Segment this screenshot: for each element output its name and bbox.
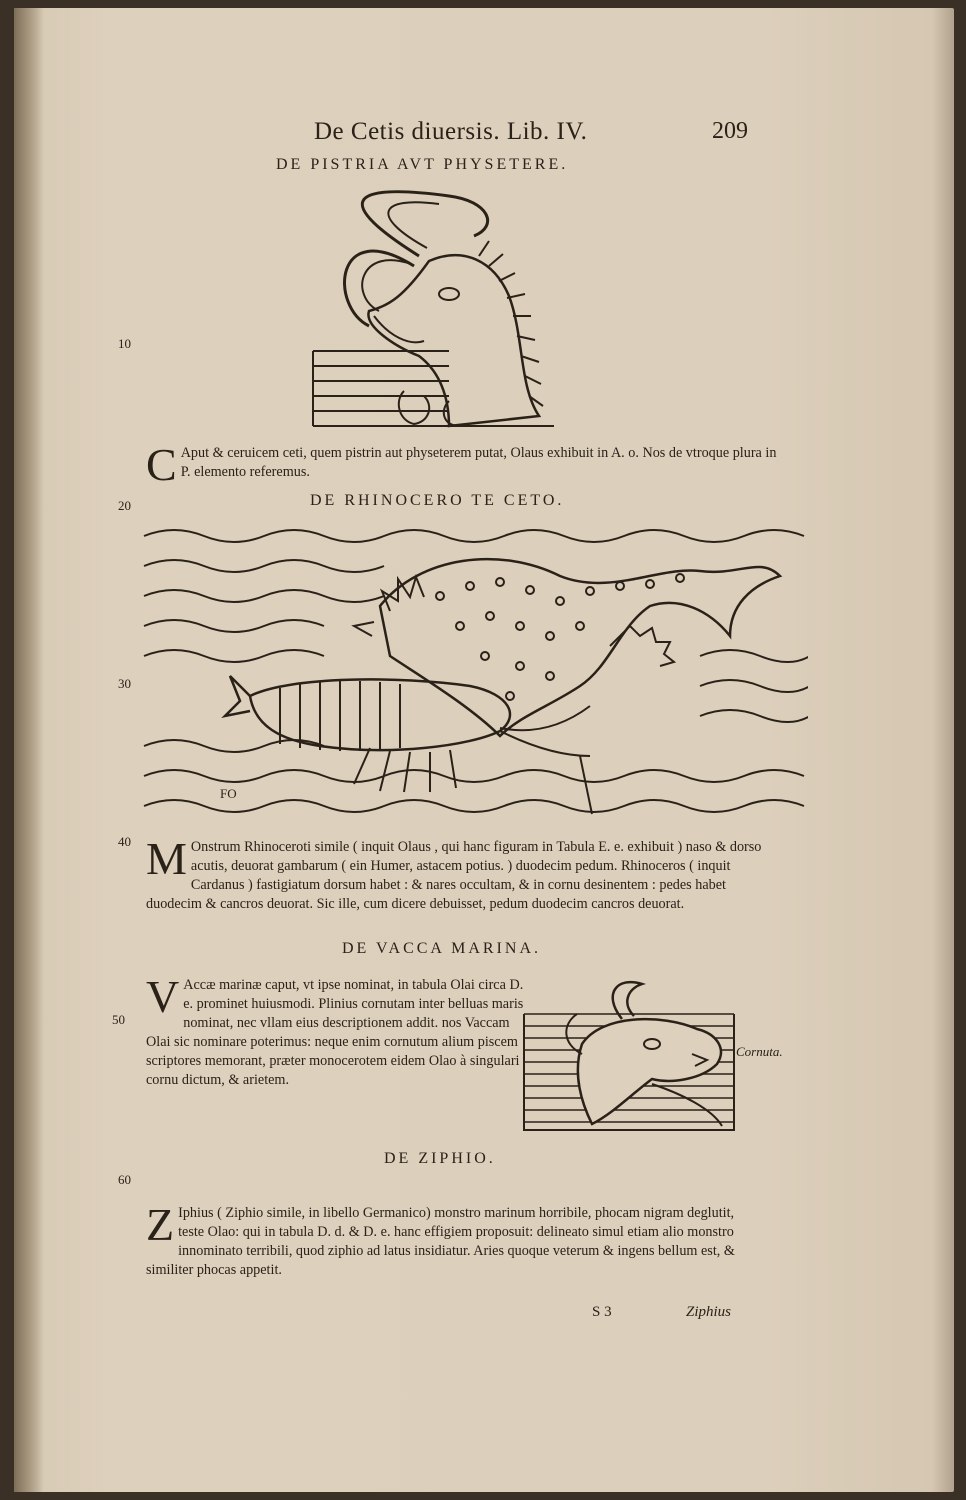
section-heading-rhinocero: DE RHINOCERO TE CETO. [310, 492, 565, 509]
woodcut-physeter [299, 186, 569, 436]
section-heading-ziphio: DE ZIPHIO. [384, 1150, 496, 1167]
line-number-40: 40 [118, 834, 131, 849]
running-head: De Cetis diuersis. Lib. IV. [314, 118, 588, 145]
paragraph-rhinocero [146, 833, 764, 914]
woodcut-rhinoceros-whale-lobster [140, 516, 808, 826]
section-heading-pistria: DE PISTRIA AVT PHYSETERE. [276, 156, 569, 173]
paragraph-ziphio [146, 1199, 758, 1280]
line-number-20: 20 [118, 498, 131, 513]
page-number: 209 [712, 118, 748, 144]
line-number-10: 10 [118, 336, 131, 351]
woodcut-initials: FO [220, 786, 237, 801]
catchword: Ziphius [686, 1304, 732, 1320]
paragraph-text: Accæ marinæ caput, vt ipse nominat, in tabula Olai circa D. e. prominet huiusmodi. Plinius cornutam inter belluas maris nominat, nec vllam eius descriptionem addit. nos Vaccam Olai sic nominare poterimus: neque enim cornutum alium piscem scriptores memorant, præter monocerotem eidem Olao à singulari cornu dictum, & arietem. [146, 977, 524, 1088]
section-heading-vacca: DE VACCA MARINA. [342, 940, 541, 957]
signature-mark: S 3 [592, 1304, 612, 1320]
paragraph-text: Iphius ( Ziphio simile, in libello Germanico) monstro marinum horribile, phocam nigram deglutit, teste Olao: qui in tabula D. d. & D. e. hanc effigiem proposuit: delineato simul etiam alio monstro innominato terribili, quod ziphio ad latus insidiatur. Aries quoque veterum & ingens bellum est, & similiter phocas appetit. [146, 1205, 735, 1278]
dropcap-m: M [146, 833, 187, 884]
dropcap-c: C [146, 439, 177, 490]
dropcap-z: Z [146, 1199, 175, 1250]
line-number-60: 60 [118, 1172, 131, 1187]
dropcap-v: V [146, 971, 180, 1022]
paragraph-text: Aput & ceruicem ceti, quem pistrin aut physeterem putat, Olaus exhibuit in A. o. Nos de vtroque plura in P. elemento referemus. [180, 445, 777, 480]
line-number-30: 30 [118, 676, 131, 691]
book-spine-shadow [14, 8, 44, 1492]
page-edge-shadow [932, 8, 954, 1492]
woodcut-sea-cow [522, 974, 736, 1132]
paragraph-vacca [146, 971, 528, 1090]
margin-note-cornuta: Cornuta. [736, 1044, 783, 1059]
paragraph-text: Onstrum Rhinoceroti simile ( inquit Olaus , qui hanc figuram in Tabula E. e. exhibuit ) naso & dorso acutis, deuorat gambarum ( ein Humer, astacem potius. ) duodecim pedum. Rhinoceros ( inquit Cardanus ) fastigiatum dorsum habet : & nares occultam, & in cornu desinentem : pedes habet duodecim & cancros deuorat. Sic ille, cum dicere debuisset, pedum duodecim cancros deuorat. [146, 839, 762, 912]
line-number-50: 50 [112, 1012, 125, 1027]
paragraph-pistria [146, 439, 786, 490]
book-page [14, 8, 954, 1492]
